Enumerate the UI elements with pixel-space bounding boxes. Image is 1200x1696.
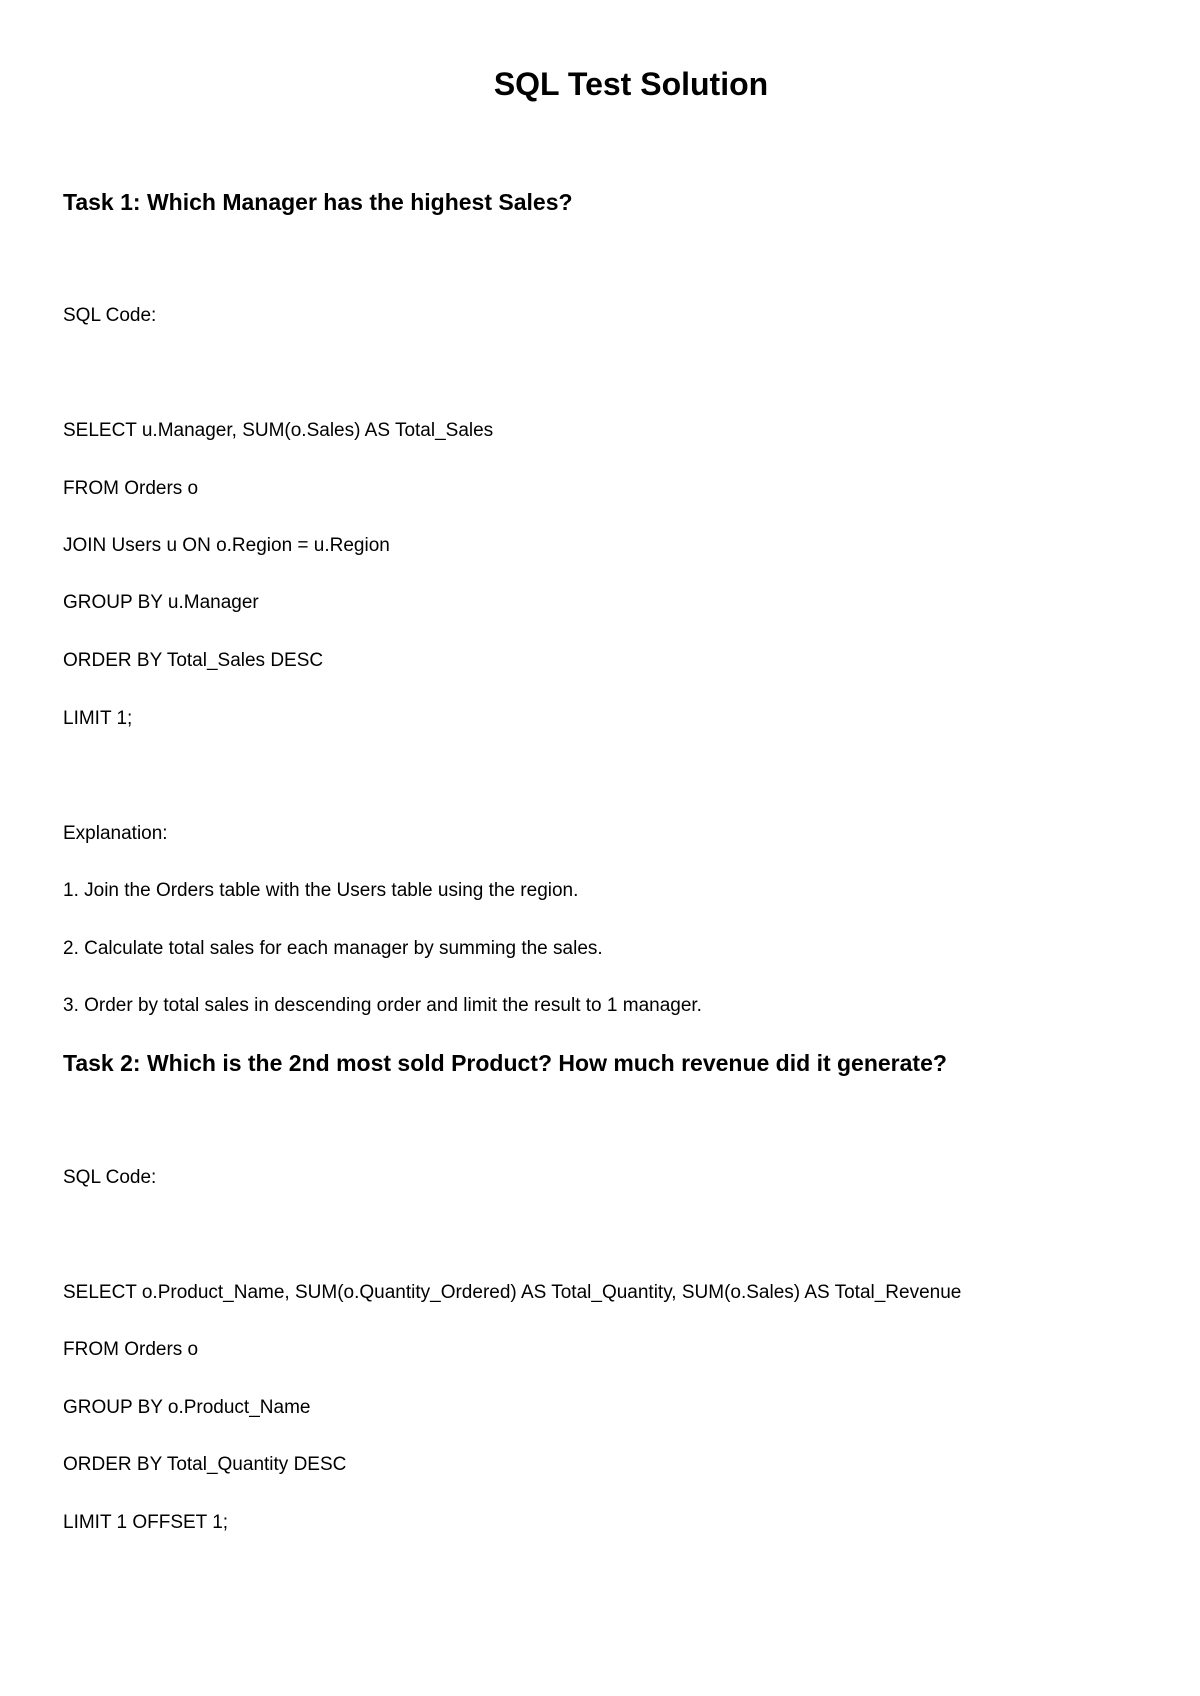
task-2-code-line: GROUP BY o.Product_Name [63, 1397, 311, 1418]
task-1-explanation-label: Explanation: [63, 823, 168, 844]
task-2-code-line: SELECT o.Product_Name, SUM(o.Quantity_Ordered) AS Total_Quantity, SUM(o.Sales) AS Total_Revenue [63, 1282, 962, 1303]
task-1-explanation-line: 3. Order by total sales in descending order and limit the result to 1 manager. [63, 995, 702, 1016]
task-2-code-line: FROM Orders o [63, 1339, 199, 1360]
task-1-code-line: LIMIT 1; [63, 708, 133, 729]
task-1-explanation-line: 1. Join the Orders table with the Users table using the region. [63, 880, 579, 901]
task-1-explanation-line: 2. Calculate total sales for each manager by summing the sales. [63, 938, 603, 959]
task-1-code-label: SQL Code: [63, 305, 157, 326]
task-1-heading: Task 1: Which Manager has the highest Sales? [63, 189, 573, 215]
task-2-code-label: SQL Code: [63, 1167, 157, 1188]
document-title: SQL Test Solution [493, 66, 769, 102]
task-1-code-line: FROM Orders o [63, 478, 199, 499]
task-2-code-line: LIMIT 1 OFFSET 1; [63, 1512, 229, 1533]
task-1-code-line: JOIN Users u ON o.Region = u.Region [63, 535, 390, 556]
task-2-heading: Task 2: Which is the 2nd most sold Product? How much revenue did it generate? [63, 1050, 947, 1076]
task-1-code-line: GROUP BY u.Manager [63, 592, 259, 613]
task-1-code-line: SELECT u.Manager, SUM(o.Sales) AS Total_Sales [63, 420, 494, 441]
task-2-code-line: ORDER BY Total_Quantity DESC [63, 1454, 347, 1475]
task-1-code-line: ORDER BY Total_Sales DESC [63, 650, 324, 671]
